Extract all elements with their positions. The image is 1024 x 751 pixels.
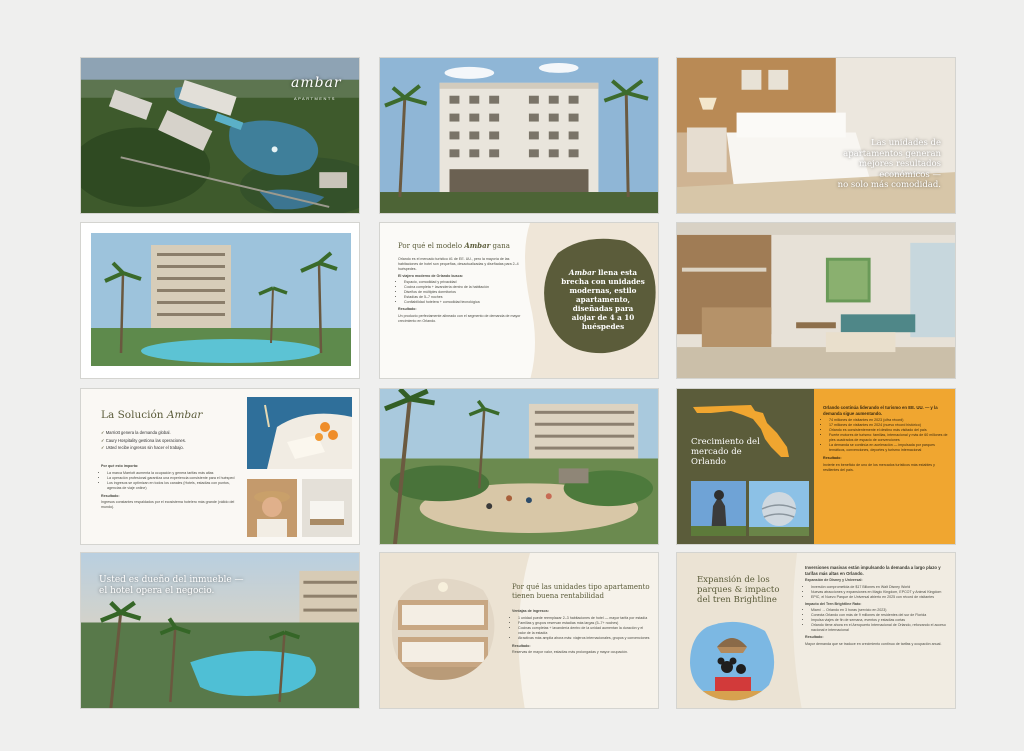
bedroom-text-line: no solo más comodidad. (837, 180, 941, 190)
slide-living-kitchen[interactable] (676, 222, 956, 379)
slide-owner-hotel-operates[interactable] (80, 552, 360, 709)
result-text: Invierte en beneficio de uno de los mercados turísticos más estables y resilientes del país. (823, 462, 935, 472)
slide-garden-courtyard[interactable] (379, 388, 659, 545)
garden-courtyard-photo (380, 389, 658, 545)
list-item: • La operación profesional garantiza una experiencia consistente para el huésped (107, 476, 241, 481)
slide-body (823, 405, 949, 474)
check-text: Usted recibe ingresos sin hacer el trabajo. (105, 445, 184, 450)
title-line: del tren Brightline (697, 595, 777, 605)
title-line: Por qué las unidades tipo apartamento (512, 583, 650, 591)
list-item: • Cocinas completas + lavandería dentro de la unidad aumentan la duración y el valor de la estadía (518, 626, 650, 636)
ambar-logo: ambar (291, 75, 342, 91)
list-item: • La demanda se continúa en aceleración — impulsada por parques temáticos, convenciones, deportes y turismo internacional (829, 443, 949, 453)
result-label: Resultado: (101, 493, 120, 498)
owner-text-line: Usted es dueño del inmueble — (99, 575, 244, 585)
ambar-logo-sub: APARTMENTS (294, 96, 336, 101)
disney-statue-photo (691, 481, 746, 536)
subheading: Expansión de Disney y Universal: (805, 578, 863, 583)
lead-text: Inversiones masivas están impulsando la demanda a largo plazo y tarifas más altas en Orlando. (805, 565, 941, 576)
title-part: gana (492, 242, 510, 250)
list-item: • Atractivas más amplia ahora más: viajeros internacionales, grupos y convenciones (518, 636, 650, 641)
result-label: Resultado: (512, 643, 531, 648)
slide-title (697, 575, 779, 605)
slide-title: Crecimiento del mercado de Orlando (691, 437, 760, 467)
slide-title (101, 409, 202, 421)
building-exterior-photo (380, 58, 658, 214)
mickey-balloon-photo (687, 619, 777, 704)
slide-parks-brightline[interactable] (676, 552, 956, 709)
slide-why-ambar-model[interactable] (379, 222, 659, 379)
list-item: • Nuevas atracciones y expansiones en Magic Kingdom, EPCOT y Animal Kingdom (811, 590, 950, 595)
slide-pool-tower[interactable] (80, 222, 360, 379)
bullet-list (398, 280, 523, 305)
list-item: • Fuerte motores de turismo: familias, internacional y más de 60 millones de pies cuadrados de espacio de convenciones (829, 433, 949, 443)
list-item: • Diseños de múltiples dormitorios (404, 290, 523, 295)
check-list (101, 429, 241, 452)
slide-body (398, 257, 523, 325)
owner-text-line: el hotel opera el negocio. (99, 586, 215, 596)
bullet-list (805, 608, 950, 633)
title-emphasis: Ambar (166, 409, 203, 421)
bedroom-text-line: mejores resultados (858, 159, 941, 169)
slide-bedroom[interactable] (676, 57, 956, 214)
list-item: • 74 millones de visitantes en 2023 (cifra récord) (829, 418, 949, 423)
title-line: parques & impacto (697, 585, 780, 595)
result-label: Resultado: (398, 307, 417, 311)
lounge-chair-photo (302, 479, 352, 537)
title-part: La Solución (101, 409, 164, 421)
slide-aerial-resort[interactable] (80, 57, 360, 214)
bunk-room-photo (388, 575, 498, 685)
result-text: Ingresos constantes respaldados por el ecosistema hotelero más grande (válido del mundo). (101, 500, 235, 509)
slide-apartment-profitability[interactable] (379, 552, 659, 709)
check-icon: ✓ (101, 437, 106, 443)
list-item: • Espacio, comodidad y privacidad (404, 280, 523, 285)
result-text: Mayor demanda que se traduce en crecimiento continuo de tarifas y ocupación anual. (805, 641, 942, 646)
result-text: Un producto perfectamente alineado con el segmento de demanda de mayor crecimiento en Orlando. (398, 313, 521, 323)
slide-body (512, 609, 650, 657)
bullet-list (805, 585, 950, 600)
woman-hat-photo (247, 479, 297, 537)
title-part: Por qué el modelo (398, 242, 463, 250)
bedroom-overlay-text (838, 138, 941, 191)
list-item: • Inversión comprometida de $17 Billones en Walt Disney World (811, 585, 950, 590)
book-oranges-photo (247, 397, 352, 469)
bubble-emphasis: Ambar (568, 268, 596, 277)
list-item: • Impulsa viajes de fin de semana, eventos y estadías cortas (811, 618, 950, 623)
check-item (101, 437, 241, 445)
list-item: • Estadías de 5–7 noches (404, 295, 523, 300)
subheading: El viajero moderno de Orlando busca: (398, 273, 463, 278)
check-text: Marriott genera la demanda global. (105, 430, 171, 435)
check-icon: ✓ (101, 445, 106, 450)
bedroom-text-line: apartamentos generan (843, 148, 941, 159)
slide-building-exterior[interactable] (379, 57, 659, 214)
bullet-list (101, 471, 241, 491)
slide-body (101, 464, 241, 512)
lead-text: Orlando continúa liderando el turismo en EE. UU. — y la demanda sigue aumentando. (823, 405, 938, 416)
slide-ambar-solution[interactable] (80, 388, 360, 545)
list-item: • Miami → Orlando en 3 horas (servicio en 2023) (811, 608, 950, 613)
slide-title (512, 583, 650, 600)
subheading: Ventajas de ingresos: (512, 609, 549, 613)
slide-title (398, 241, 510, 250)
title-emphasis: Ambar (464, 241, 491, 250)
check-item (101, 444, 241, 452)
list-item: • Cocina completa + lavandería dentro de la habitación (404, 285, 523, 290)
bullet-list (823, 418, 949, 453)
universal-globe-photo (749, 481, 809, 536)
living-kitchen-photo (677, 223, 955, 379)
check-icon: ✓ (101, 430, 106, 435)
owner-overlay-text (99, 575, 244, 597)
list-item: • Orlando es consistentemente el destino más visitado del país (829, 428, 949, 433)
bubble-text (560, 268, 646, 331)
pool-tower-photo (91, 233, 351, 366)
result-label: Resultado: (823, 456, 842, 461)
slide-body (805, 565, 950, 648)
result-label: Resultado: (805, 635, 824, 640)
subheading: Impacto del Tren Brightline Rato: (805, 601, 862, 606)
slide-orlando-growth[interactable] (676, 388, 956, 545)
bedroom-text-line: económicos — (879, 169, 941, 180)
check-item (101, 429, 241, 437)
list-item: • Los ingresos se optimizan en todos los canales (Hotels, estadías con puntos, agencias de viaje online) (107, 481, 241, 491)
intro-text: Orlando es el mercado turístico #1 de EE. UU., pero la mayoría de las habitaciones de hotel son pequeñas, desactualizadas y diseñadas para 2–4 huéspedes. (398, 257, 519, 271)
bubble-body: llena esta brecha con unidades modernas, estilo apartamento, diseñadas para alojar de 4 a 10 huéspedes (561, 268, 645, 331)
title-line: tienen buena rentabilidad (512, 591, 604, 600)
list-item: • 17 millones de visitantes en 2024 (nuevo récord histórico) (829, 423, 949, 428)
list-item: • Confiabilidad hotelera + comodidad tecnológica (404, 300, 523, 305)
list-item: • Familias y grupos reservan estadías más largas (5–7+ noches) (518, 621, 650, 626)
list-item: • La marca Marriott aumenta la ocupación y genera tarifas más altas (107, 471, 241, 476)
title-line: Expansión de los (697, 575, 770, 585)
check-text: Caury Hospitality gestiona las operaciones. (105, 437, 186, 443)
list-item: • Conecta Orlando con más de 9 millones de residentes del sur de Florida (811, 613, 950, 618)
list-item: • EPIC, el Nuevo Parque de Universal abierto en 2025 con récord de visitantes (811, 595, 950, 600)
list-item: • 1 unidad puede reemplazar 2–3 habitaciones de hotel — mayor tarifa por estadía (518, 616, 650, 621)
bullet-list (512, 616, 650, 641)
subheading: Por qué esto importa: (101, 464, 139, 468)
list-item: • Orlando tiene ahora en el Aeropuerto Internacional de Orlando, reforzando el acceso nacional e internacional (811, 623, 950, 633)
bedroom-text-line: Las unidades de (871, 138, 941, 148)
result-text: Reservas de mayor valor, estadías más prolongadas y mayor ocupación. (512, 650, 629, 654)
